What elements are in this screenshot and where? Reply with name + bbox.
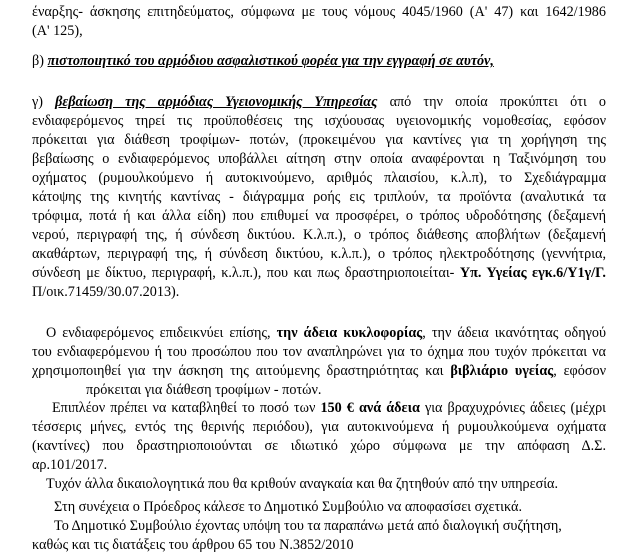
text-line [32, 343, 606, 362]
text-line [32, 362, 606, 381]
text-line [46, 324, 606, 343]
health-book-term: βιβλιάριο υγείας [450, 363, 554, 379]
text-span: (Α' 125), [32, 23, 83, 39]
item-c-line [32, 93, 606, 112]
vehicle-license-term: την άδεια κυκλοφορίας [276, 325, 423, 341]
text-span: από την οποία προκύπτει ότι ο [377, 94, 607, 110]
item-c-title: βεβαίωση της αρμόδιας Υγειονομικής Υπηρεσίας [55, 94, 378, 110]
text-span: Επιπλέον πρέπει να καταβληθεί το ποσό των [52, 400, 321, 416]
text-span: Τυχόν άλλα δικαιολογητικά που θα κριθούν αναγκαία και θα ζητηθούν από την υπηρεσία. [46, 476, 559, 492]
text-span: ακαθάρτων, περιγραφή της, ή σύνδεση δικτύου, κ.λ.π.), ο τρόπος ηλεκτροδότησης (γεννήτρια, [32, 246, 606, 262]
item-b-line [32, 52, 494, 71]
text-span: Στη συνέχεια ο Πρόεδρος κάλεσε το Δημοτικό Συμβούλιο να αποφασίσει σχετικά. [54, 499, 523, 515]
text-span: ενδιαφερόμενος τηρεί τις προϋποθέσεις της ισχύουσας υγειονομικής νομοθεσίας, εφόσον [32, 113, 606, 129]
text-line [32, 3, 606, 22]
text-line [32, 283, 179, 302]
text-span: του ενδιαφερόμενου ή του προσώπου που τον αναπληρώνει για το όχημα που τυχόν πρόκειται να [32, 344, 606, 360]
text-line [32, 150, 606, 169]
item-c-marker: γ) [32, 94, 56, 110]
text-line [32, 22, 83, 41]
circular-reference: Υπ. Υγείας εγκ.6/Υ1γ/Γ. [459, 265, 606, 281]
text-span: βεβαίωσης ο ενδιαφερόμενος υποβάλλει αίτηση στην οποία αναφέρονται η Ταξινόμηση του [32, 151, 606, 167]
text-span: πρόκειται για διάθεση τροφίμων- ποτών, (προκειμένου για καντίνες για τη χορήγηση της [32, 132, 606, 148]
text-line [32, 226, 606, 245]
text-span: έναρξης- άσκησης επιτηδεύματος, σύμφωνα με τους νόμους 4045/1960 (Α' 47) και 1642/1986 [32, 4, 606, 20]
text-span: (καντίνες) που δραστηριοποιούνται σε ιδιωτικό χώρο σύμφωνα με την απόφαση Δ.Σ. [32, 438, 606, 454]
text-span: κάτοψης της κινητής καντίνας - διάγραμμα ροής εις τριπλούν, τα προϊόντα (αναλυτικά τα [32, 189, 606, 205]
text-span: νερού, περιγραφή της, ή σύνδεση δικτύου. Κ.λ.π.), ο τρόπος διάθεσης αποβλήτων (δεξαμενή [32, 227, 606, 243]
fee-amount: 150 € ανά άδεια [320, 400, 420, 416]
text-span: Ο ενδιαφερόμενος επιδεικνύει επίσης, [46, 325, 277, 341]
text-line [32, 264, 606, 283]
text-line [54, 498, 522, 517]
text-span: , την άδεια ικανότητας οδηγού [422, 325, 607, 341]
text-span: αρ.101/2017. [32, 457, 108, 473]
text-span: τέσσερις μήνες, εντός της θερινής περιόδου), για αυτοκινούμενα ή ρυμουλκούμενα οχήματα [32, 419, 606, 435]
text-span: Το Δημοτικό Συμβούλιο έχοντας υπόψη του τα παραπάνω μετά από διαλογική συζήτηση, [54, 518, 562, 534]
text-line [32, 131, 606, 150]
text-line [86, 381, 321, 400]
text-span: χρησιμοποιηθεί για την άσκηση της αιτούμενης δραστηριότητας και [32, 363, 451, 379]
text-line [32, 112, 606, 131]
text-line [32, 536, 354, 555]
text-span: σύνδεση με δίκτυο, περιγραφή, κ.λ.π.), που και πως δραστηριοποιείται- [32, 265, 460, 281]
text-line [52, 399, 606, 418]
text-line [32, 456, 107, 475]
text-span: καθώς και τις διατάξεις του άρθρου 65 του Ν.3852/2010 [32, 537, 354, 553]
item-b-title: πιστοποιητικό του αρμόδιου ασφαλιστικού φορέα για την εγγραφή σε αυτόν, [47, 53, 494, 69]
text-line [32, 169, 606, 188]
text-span: τρόφιμα, ποτά ή και άλλα είδη) που επιθυμεί να προσφέρει, ο τρόπος υδροδότησης (δεξαμενή [32, 208, 606, 224]
text-line [46, 475, 558, 494]
text-line [32, 245, 606, 264]
text-span: , εφόσον [553, 363, 606, 379]
text-span: για βραχυχρόνιες άδειες (μέχρι [419, 400, 606, 416]
text-span: οχήματος (ρυμουλκούμενο ή αυτοκινούμενο, αριθμός πλαισίου, κ.λ.π), το Σχεδιάγραμμα [32, 170, 606, 186]
text-line [32, 207, 606, 226]
item-b-marker: β) [32, 53, 48, 69]
text-line [54, 517, 562, 536]
text-line [32, 418, 606, 437]
text-line [32, 188, 606, 207]
text-line [32, 437, 606, 456]
text-span: Π/οικ.71459/30.07.2013). [32, 284, 180, 300]
text-span: πρόκειται για διάθεση τροφίμων - ποτών. [86, 382, 322, 398]
